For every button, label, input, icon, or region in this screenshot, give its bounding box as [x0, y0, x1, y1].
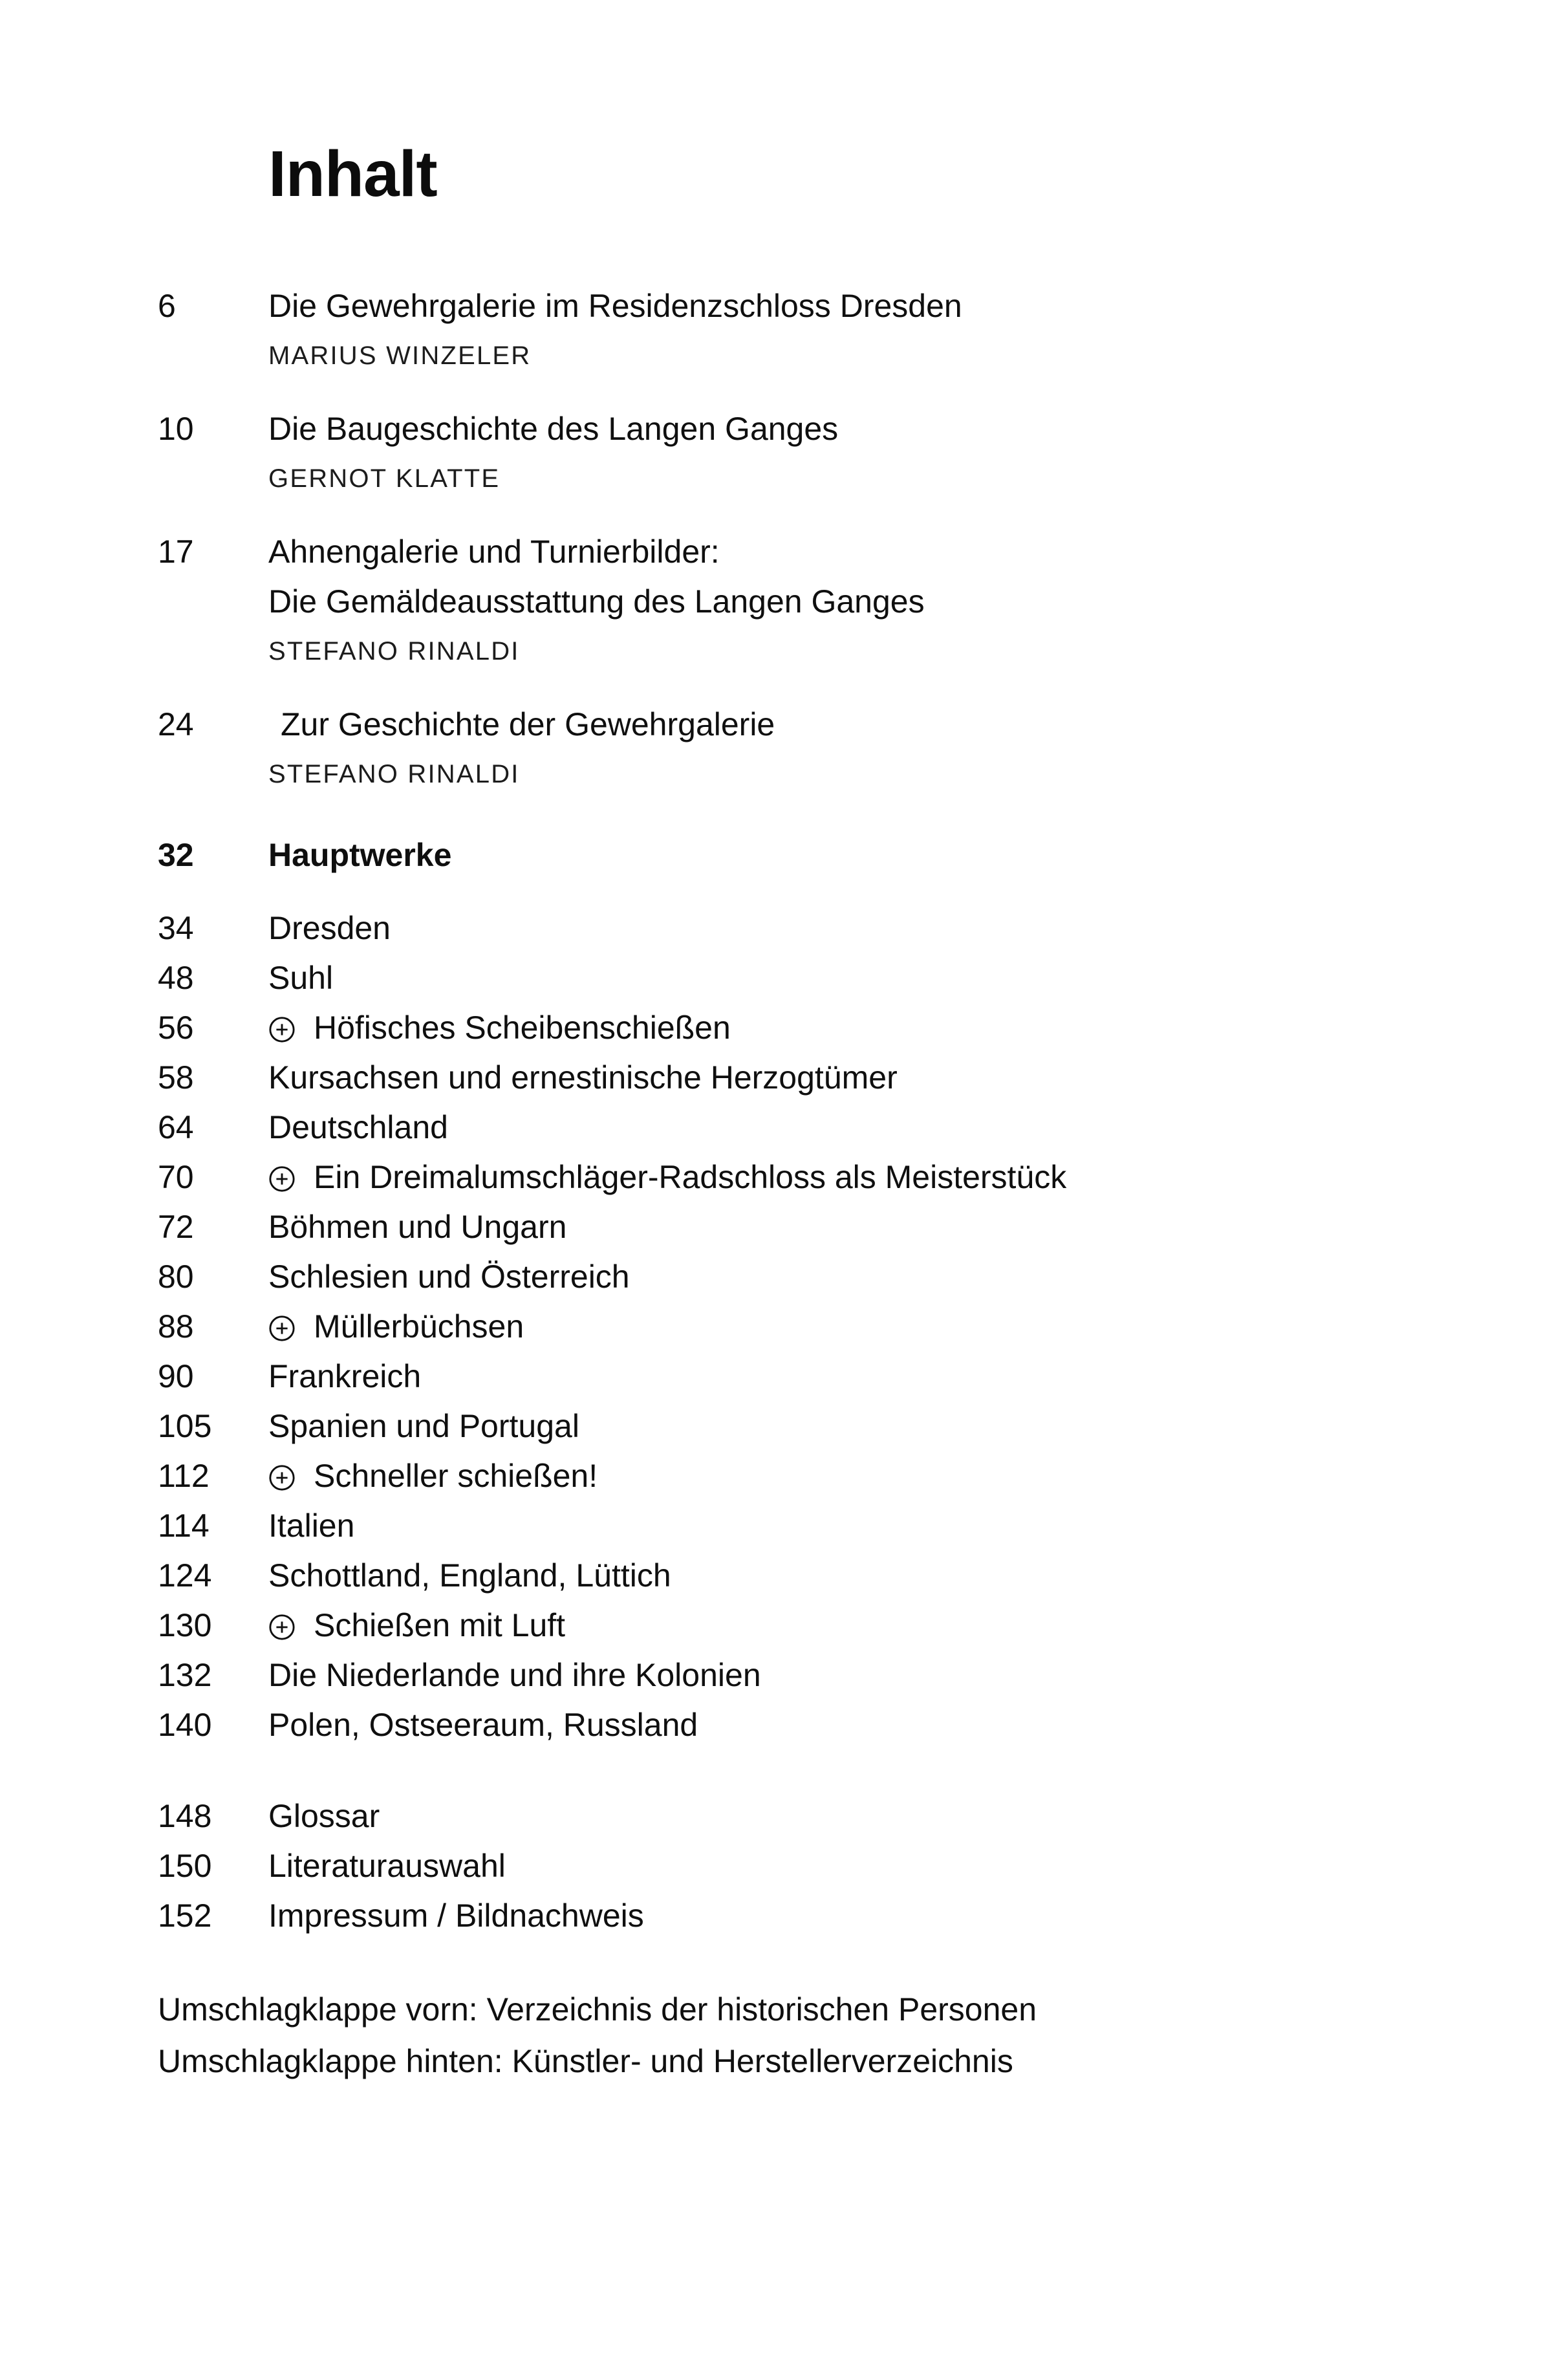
- toc-essay: [158, 527, 1438, 676]
- toc-entry: [158, 953, 1438, 1003]
- toc-entry: [158, 1252, 1438, 1302]
- page-number: 152: [158, 1898, 212, 1934]
- page-number: 24: [158, 706, 194, 742]
- toc-entry: [158, 1352, 1438, 1401]
- toc-entry-label: Polen, Ostseeraum, Russland: [268, 1707, 698, 1743]
- toc-entry: [158, 1302, 1438, 1352]
- toc-entry: [158, 1501, 1438, 1551]
- toc-entry: [158, 1601, 1438, 1650]
- toc-entry-label: Ein Dreimalumschläger-Radschloss als Meisterstück: [314, 1159, 1067, 1195]
- page-number: 34: [158, 910, 194, 946]
- toc-entry-label: Schottland, England, Lüttich: [268, 1557, 671, 1594]
- toc-entry-label: Schießen mit Luft: [314, 1607, 566, 1643]
- page-number: 58: [158, 1059, 194, 1096]
- toc-essay: [158, 404, 1438, 504]
- toc-entry: [158, 1650, 1438, 1700]
- page-number: 140: [158, 1707, 212, 1743]
- toc-entry: [158, 1841, 1438, 1891]
- essay-author: STEFANO RINALDI: [268, 760, 520, 788]
- cover-notes: [158, 1984, 1438, 2087]
- page-number: 72: [158, 1209, 194, 1245]
- toc-entry-label: Italien: [268, 1508, 355, 1544]
- page-number: 88: [158, 1308, 194, 1345]
- toc-essay: [158, 700, 1438, 799]
- page-number: 132: [158, 1657, 212, 1693]
- page-number: 17: [158, 534, 194, 570]
- toc-entry-label: Deutschland: [268, 1109, 448, 1145]
- page-title: Inhalt: [268, 138, 437, 210]
- page-number: 105: [158, 1408, 212, 1444]
- circled-plus-icon: [268, 1614, 296, 1641]
- toc-entry: [158, 1003, 1438, 1053]
- toc-section-header: [158, 830, 1438, 880]
- toc-entry: [158, 1451, 1438, 1501]
- toc-entry: [158, 1401, 1438, 1451]
- page-number: 10: [158, 411, 194, 447]
- toc-essay: [158, 281, 1438, 381]
- essay-title-line: Zur Geschichte der Gewehrgalerie: [281, 706, 775, 742]
- toc-back-matter: [158, 1791, 1438, 1941]
- page-number: 48: [158, 960, 194, 996]
- page-number: 112: [158, 1458, 210, 1494]
- toc-entry: [158, 1791, 1438, 1841]
- page-number: 64: [158, 1109, 194, 1145]
- circled-plus-icon: [268, 1315, 296, 1342]
- toc-entry-label: Müllerbüchsen: [314, 1308, 524, 1345]
- essay-title-line: Die Gewehrgalerie im Residenzschloss Dresden: [268, 288, 962, 324]
- toc-entry-label: Literaturauswahl: [268, 1848, 506, 1884]
- toc-entry-label: Schneller schießen!: [314, 1458, 598, 1494]
- toc-entry-label: Frankreich: [268, 1358, 422, 1394]
- essay-title-line: Ahnengalerie und Turnierbilder:: [268, 534, 720, 570]
- toc-entry-label: Böhmen und Ungarn: [268, 1209, 567, 1245]
- essay-title-line: Die Baugeschichte des Langen Ganges: [268, 411, 839, 447]
- toc-entry: [158, 1053, 1438, 1103]
- page-number: 148: [158, 1798, 212, 1834]
- page-number: 90: [158, 1358, 194, 1394]
- page-number: 150: [158, 1848, 212, 1884]
- circled-plus-icon: [268, 1165, 296, 1193]
- page-number: 114: [158, 1508, 210, 1544]
- essay-author: GERNOT KLATTE: [268, 464, 501, 493]
- toc-list: [158, 281, 1438, 2087]
- toc-entry-label: Suhl: [268, 960, 334, 996]
- toc-entry: [158, 903, 1438, 953]
- toc-entry: [158, 1551, 1438, 1601]
- page-number: 124: [158, 1557, 212, 1594]
- section-label: Hauptwerke: [268, 837, 452, 873]
- toc-entry-label: Impressum / Bildnachweis: [268, 1898, 644, 1934]
- essay-title-line: Die Gemäldeausstattung des Langen Ganges: [268, 583, 925, 620]
- toc-entry-label: Schlesien und Österreich: [268, 1259, 630, 1295]
- toc-entry-label: Höfisches Scheibenschießen: [314, 1010, 731, 1046]
- page-number: 80: [158, 1259, 194, 1295]
- toc-entry: [158, 1202, 1438, 1252]
- toc-entry: [158, 1700, 1438, 1750]
- toc-entry: [158, 1891, 1438, 1941]
- essay-author: MARIUS WINZELER: [268, 341, 532, 370]
- toc-entry-label: Glossar: [268, 1798, 380, 1834]
- page-number: 6: [158, 288, 176, 324]
- cover-note-front: Umschlagklappe vorn: Verzeichnis der historischen Personen: [158, 1991, 1037, 2028]
- page-number: 70: [158, 1159, 194, 1195]
- toc-entry-label: Dresden: [268, 910, 391, 946]
- toc-entry-label: Die Niederlande und ihre Kolonien: [268, 1657, 761, 1693]
- toc-entry: [158, 1152, 1438, 1202]
- circled-plus-icon: [268, 1464, 296, 1491]
- toc-entry-label: Spanien und Portugal: [268, 1408, 579, 1444]
- page-number: 130: [158, 1607, 212, 1643]
- toc-entry-label: Kursachsen und ernestinische Herzogtümer: [268, 1059, 898, 1096]
- toc-entry: [158, 1103, 1438, 1152]
- circled-plus-icon: [268, 1016, 296, 1043]
- essay-author: STEFANO RINALDI: [268, 637, 520, 665]
- cover-note-back: Umschlagklappe hinten: Künstler- und Herstellerverzeichnis: [158, 2043, 1013, 2079]
- page-number: 32: [158, 837, 194, 873]
- page-number: 56: [158, 1010, 194, 1046]
